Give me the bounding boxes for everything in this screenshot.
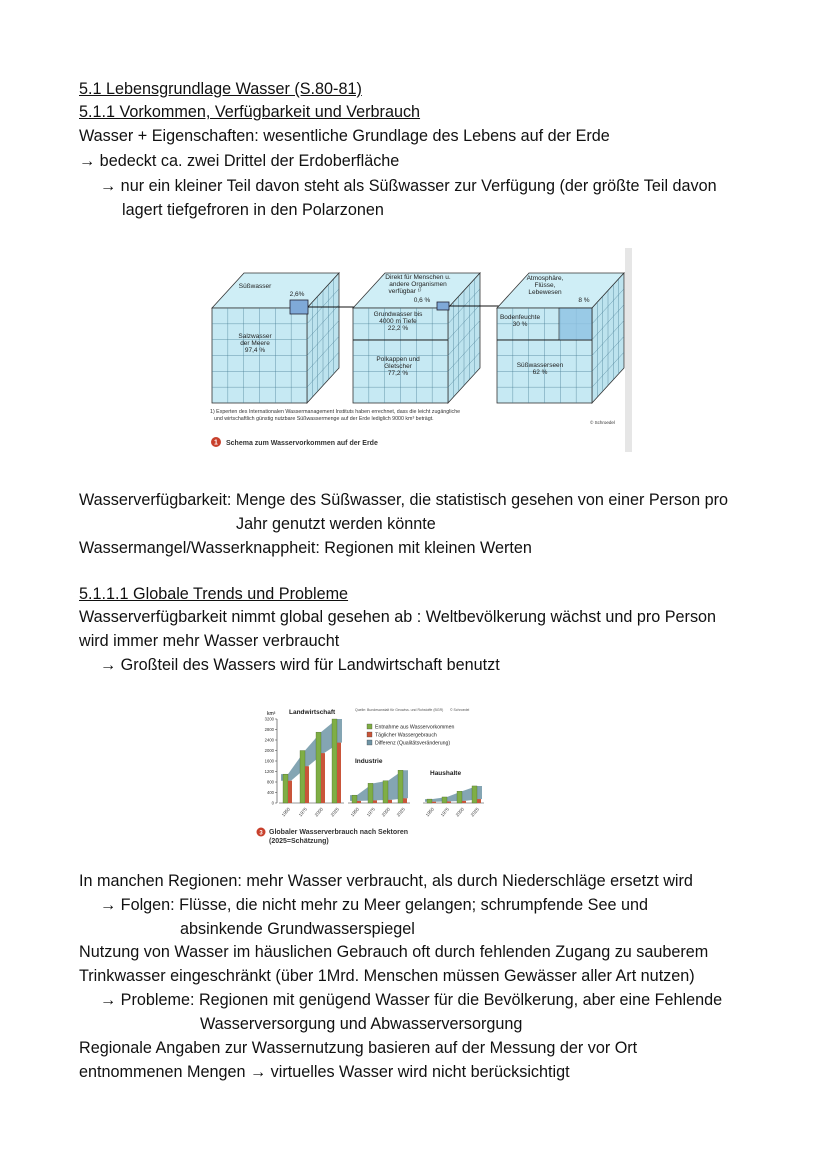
x-tick-label: 2000	[380, 806, 391, 818]
text-line: Wassermangel/Wasserknappheit: Regionen mit kleinen Werten	[79, 539, 532, 557]
bar-entnahme	[316, 732, 321, 803]
label: Grundwasser bis	[373, 311, 423, 318]
label: 77,2 %	[387, 370, 409, 377]
y-axis-label: km³	[267, 711, 276, 717]
text-line: Wasserverfügbarkeit: Menge des Süßwasser, die statistisch gesehen von einer Person pro	[79, 491, 729, 509]
atmo-cube	[559, 308, 592, 340]
figure-number: 3	[259, 830, 263, 837]
heading-section-5-1-1: 5.1.1 Vorkommen, Verfügbarkeit und Verbrauch	[79, 103, 421, 121]
bar-entnahme	[352, 795, 357, 803]
bar-gebrauch	[321, 753, 325, 803]
bar-entnahme	[283, 774, 288, 803]
label: Atmosphäre,	[526, 275, 564, 282]
y-tick-label: 400	[267, 790, 274, 795]
text-line: Wasserverfügbarkeit nimmt global gesehen ab : Weltbevölkerung wächst und pro Person	[79, 608, 717, 626]
bar-entnahme	[383, 781, 388, 803]
label: Direkt für Menschen u.	[385, 274, 451, 281]
bar-gebrauch	[337, 743, 341, 803]
bar-gebrauch	[305, 766, 309, 803]
x-tick-label: 2000	[454, 806, 465, 818]
figure-number: 1	[214, 439, 218, 447]
legend-label: Differenz (Qualitätsveränderung)	[375, 740, 451, 747]
x-tick-label: 2025	[469, 806, 480, 818]
sector-title: Industrie	[355, 758, 383, 765]
chart-subtitle: (2025=Schätzung)	[269, 838, 329, 845]
label: 62 %	[532, 369, 548, 376]
x-tick-label: 2025	[329, 806, 340, 818]
legend-swatch	[367, 724, 372, 729]
label: Flüsse,	[534, 282, 556, 289]
label: Polkappen und	[376, 356, 420, 363]
bar-entnahme	[398, 770, 403, 803]
y-tick-label: 0	[271, 800, 274, 806]
text-line: → Probleme: Regionen mit genügend Wasser für die Bevölkerung, aber eine Fehlende	[100, 991, 723, 1009]
text-line: wird immer mehr Wasser verbraucht	[79, 632, 340, 650]
bar-gebrauch	[357, 801, 361, 803]
label: der Meere	[240, 340, 270, 347]
text-line: → Folgen: Flüsse, die nicht mehr zu Meer gelangen; schrumpfende See und	[100, 896, 648, 914]
legend-label: Täglicher Wassergebrauch	[375, 732, 437, 739]
y-tick-label: 2000	[264, 748, 274, 753]
bar-gebrauch	[462, 801, 466, 803]
y-tick-label: 1600	[264, 758, 274, 764]
text-line: → bedeckt ca. zwei Drittel der Erdoberfläche	[79, 152, 400, 170]
legend-swatch	[367, 732, 372, 737]
source: Quelle: Bundesanstalt für Geowiss. und Rohstoffe (BGR)	[355, 708, 444, 712]
figure-water-consumption-chart	[255, 703, 487, 851]
label: Salzwasser	[238, 333, 272, 340]
bar-gebrauch	[447, 801, 451, 803]
small-cube	[290, 300, 308, 314]
bar-gebrauch	[388, 800, 392, 803]
bar-gebrauch	[477, 799, 481, 803]
bar-entnahme	[457, 791, 462, 803]
y-tick-label: 2800	[264, 727, 274, 732]
text-line: In manchen Regionen: mehr Wasser verbraucht, als durch Niederschläge ersetzt wird	[79, 872, 693, 890]
text-line: Jahr genutzt werden könnte	[236, 515, 436, 533]
bar-entnahme	[368, 783, 373, 803]
y-tick-label: 800	[267, 779, 274, 785]
text-line: absinkende Grundwasserspiegel	[180, 920, 415, 938]
label: Süßwasser	[238, 283, 272, 290]
label: 4000 m Tiefe	[379, 318, 417, 325]
small-cube	[437, 302, 449, 310]
bar-gebrauch	[288, 781, 292, 803]
text-line: → nur ein kleiner Teil davon steht als Süßwasser zur Verfügung (der größte Teil davon	[100, 177, 717, 195]
label: Bodenfeuchte	[499, 314, 541, 321]
text-line: Nutzung von Wasser im häuslichen Gebrauch oft durch fehlenden Zugang zu sauberem	[79, 943, 709, 961]
label: 30 %	[512, 321, 528, 328]
label: 0,6 %	[413, 297, 431, 304]
text-line: lagert tiefgefroren in den Polarzonen	[122, 201, 384, 219]
x-tick-label: 1950	[349, 806, 360, 818]
text-line: → Großteil des Wassers wird für Landwirtschaft benutzt	[100, 656, 500, 674]
x-tick-label: 1975	[439, 806, 450, 818]
heading-section-5-1: 5.1 Lebensgrundlage Wasser (S.80-81)	[79, 80, 362, 98]
footnote: 1) Experten des Internationalen Wassermanagement Instituts haben errechnet, dass die leicht zugängliche	[210, 409, 461, 415]
bar-gebrauch	[432, 802, 436, 803]
label: 22,2 %	[387, 325, 409, 332]
heading-section-5-1-1-1: 5.1.1.1 Globale Trends und Probleme	[79, 585, 349, 603]
label: 97,4 %	[244, 347, 266, 354]
text-line: Wasserversorgung und Abwasserversorgung	[200, 1015, 523, 1033]
x-tick-label: 1975	[297, 806, 308, 818]
sector-title: Landwirtschaft	[289, 709, 336, 716]
footnote: und wirtschaftlich günstig nutzbare Süßwassermenge auf der Erde lediglich 9000 km³ beträgt.	[214, 416, 434, 422]
figure-caption: Schema zum Wasservorkommen auf der Erde	[226, 440, 378, 447]
credit: © Schroedel	[450, 708, 470, 712]
bar-entnahme	[427, 799, 432, 803]
label: 8 %	[578, 297, 590, 304]
figure-water-cubes	[200, 248, 632, 452]
x-tick-label: 1950	[424, 806, 435, 818]
label: Lebewesen	[528, 289, 562, 296]
label: verfügbar ¹⁾	[388, 288, 422, 295]
text-line: Trinkwasser eingeschränkt (über 1Mrd. Menschen müssen Gewässer aller Art nutzen)	[79, 967, 695, 985]
text-line: entnommenen Mengen → virtuelles Wasser wird nicht berücksichtigt	[79, 1063, 570, 1081]
bar-entnahme	[442, 797, 447, 803]
label: 2,6%	[289, 291, 305, 298]
label: Gletscher	[384, 363, 412, 370]
chart-title: Globaler Wasserverbrauch nach Sektoren	[269, 829, 409, 836]
text-line: Regionale Angaben zur Wassernutzung basieren auf der Messung der vor Ort	[79, 1039, 638, 1057]
x-tick-label: 2025	[395, 806, 406, 818]
x-tick-label: 2000	[313, 806, 324, 818]
bar-gebrauch	[403, 798, 407, 803]
label: andere Organismen	[389, 281, 447, 288]
text-line: Wasser + Eigenschaften: wesentliche Grundlage des Lebens auf der Erde	[79, 127, 610, 145]
legend-label: Entnahme aus Wasservorkommen	[375, 724, 455, 731]
bar-entnahme	[300, 751, 305, 804]
y-tick-label: 2400	[264, 737, 274, 743]
x-tick-label: 1975	[365, 806, 376, 818]
bar-entnahme	[332, 719, 337, 803]
credit: © Schroedel	[590, 420, 615, 425]
y-tick-label: 1200	[264, 769, 274, 774]
bar-entnahme	[472, 786, 477, 803]
y-tick-label: 3200	[264, 716, 274, 722]
sector-title: Haushalte	[430, 770, 462, 777]
x-tick-label: 1950	[280, 806, 291, 818]
label: Süßwasserseen	[516, 362, 564, 369]
legend-swatch	[367, 740, 372, 745]
bar-gebrauch	[373, 800, 377, 803]
